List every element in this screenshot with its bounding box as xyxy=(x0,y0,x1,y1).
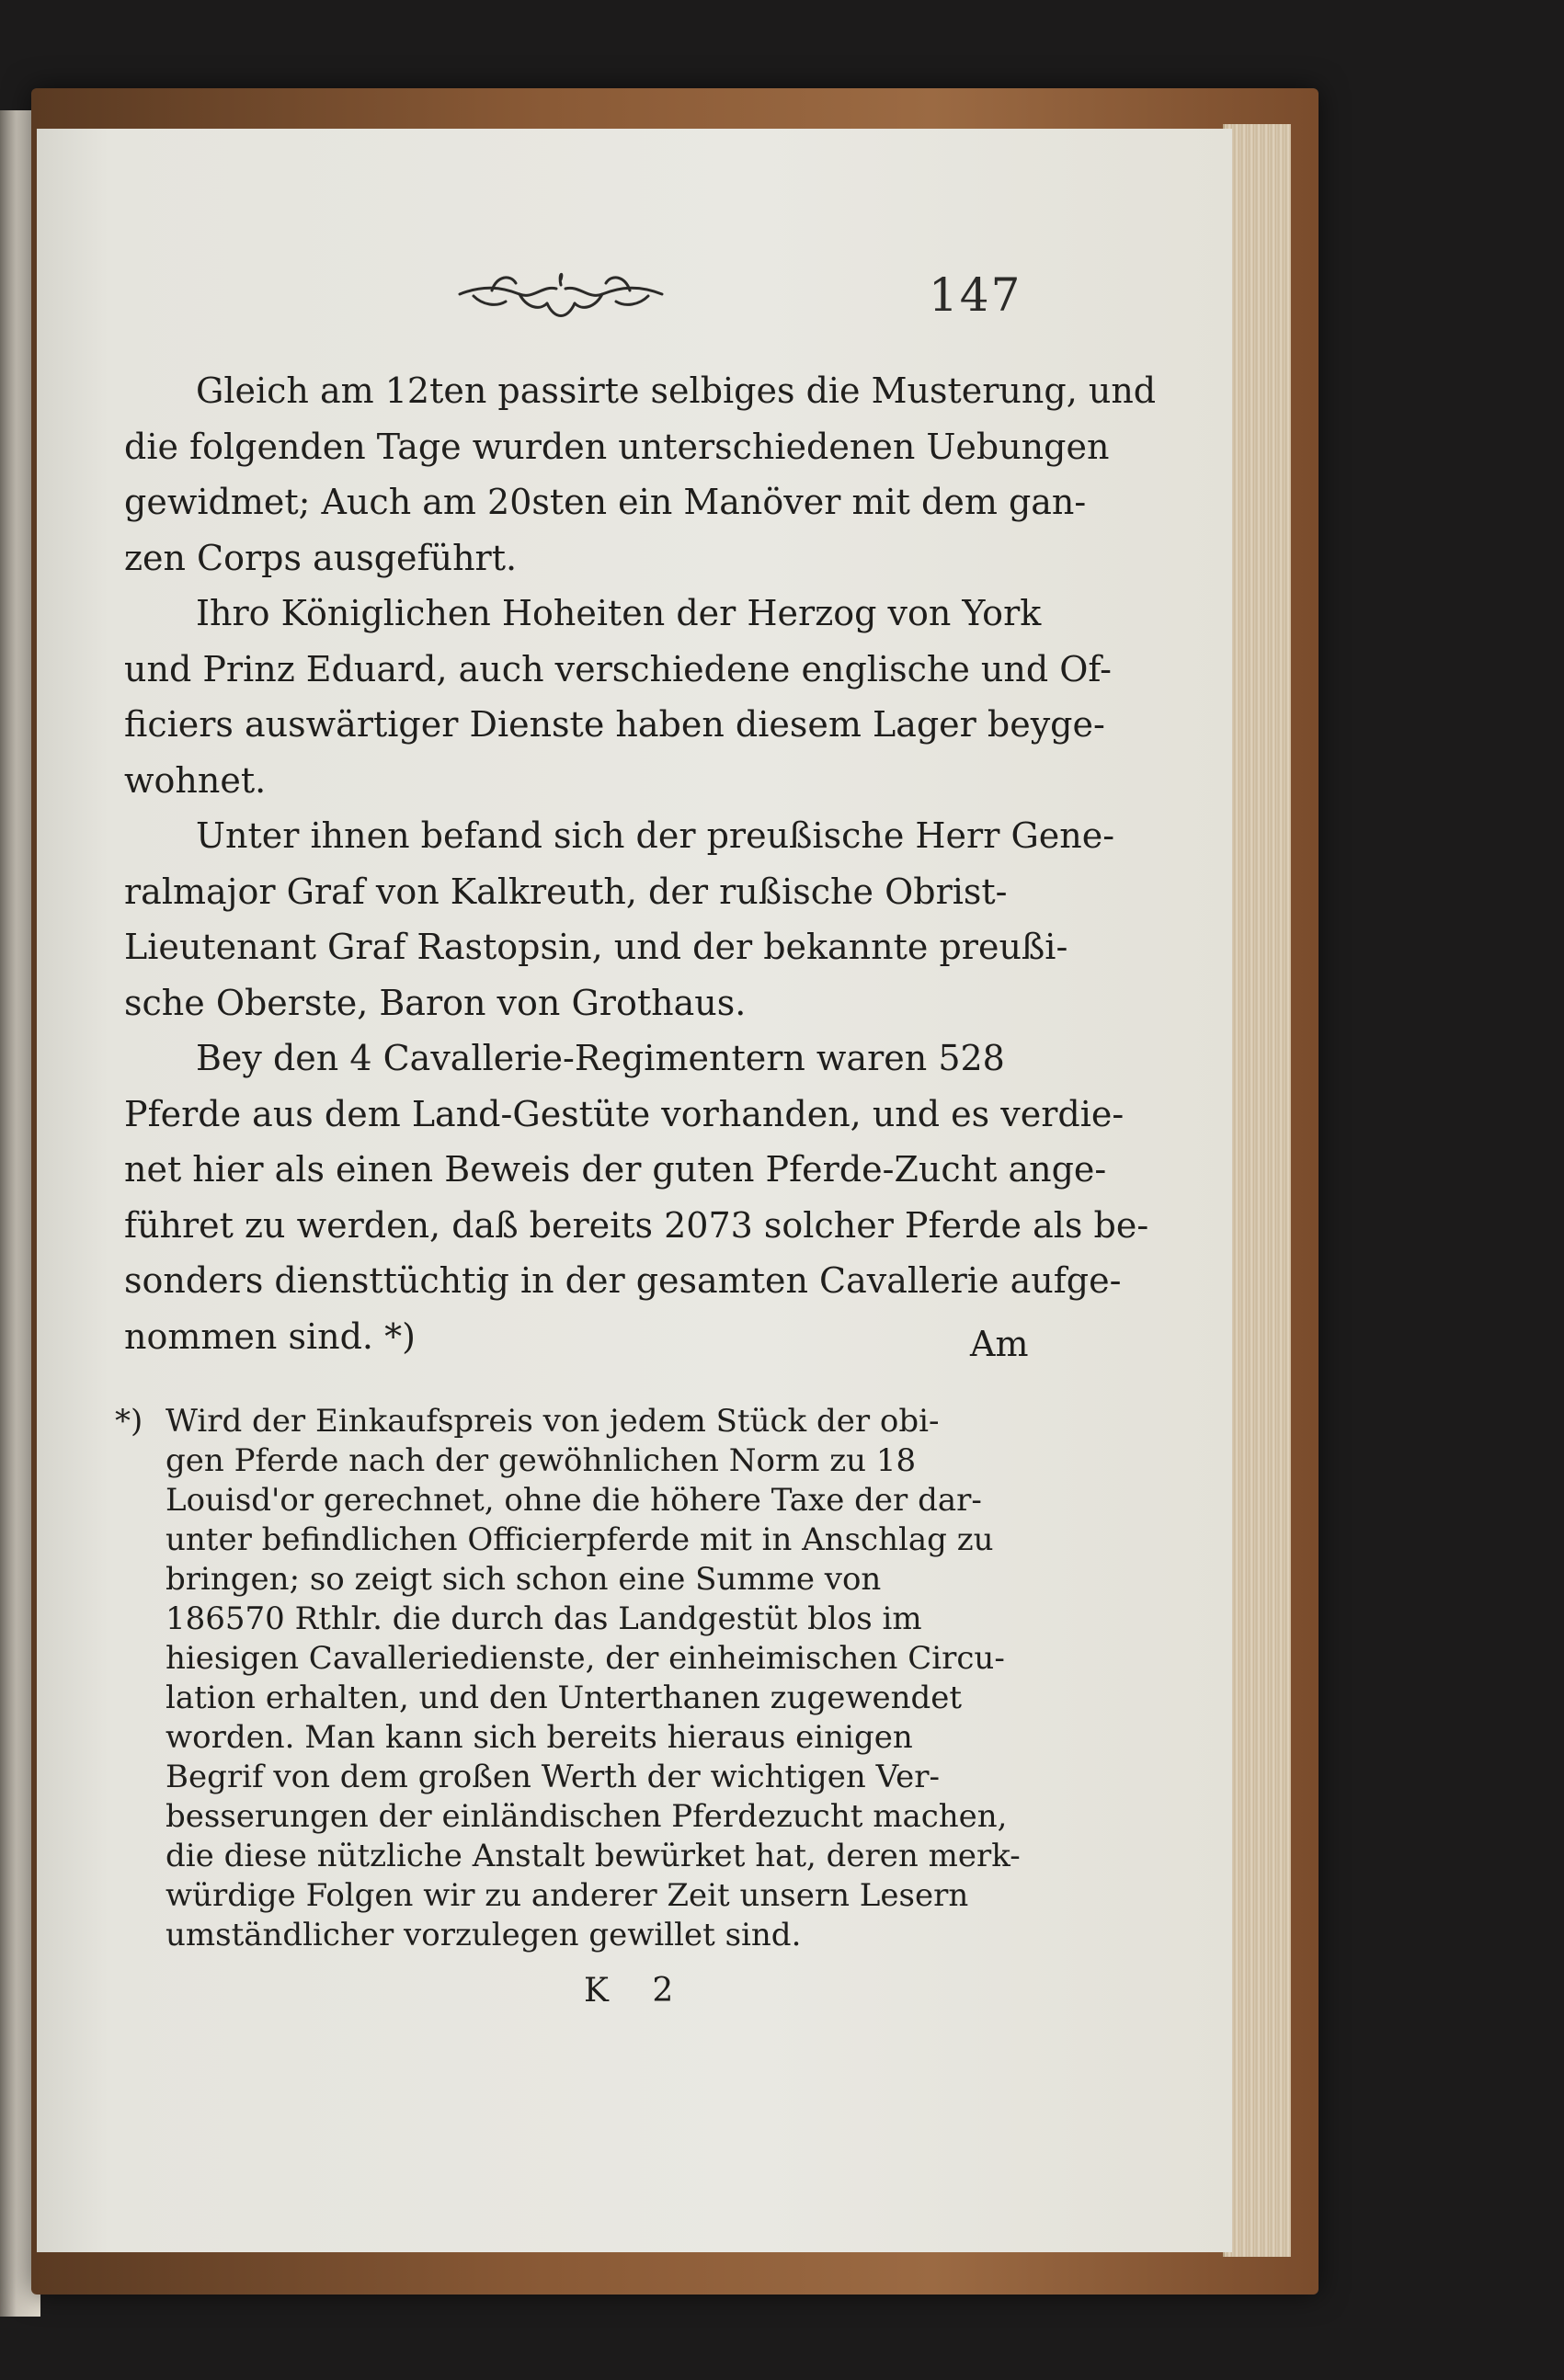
footnote-line: lation erhalten, und den Unterthanen zugewendet xyxy=(166,1680,963,1716)
text-line: Gleich am 12ten passirte selbiges die Musterung, und xyxy=(196,370,1157,411)
footnote-line: worden. Man kann sich bereits hieraus einigen xyxy=(166,1719,913,1756)
text-line: net hier als einen Beweis der guten Pferde-Zucht ange- xyxy=(124,1149,1107,1190)
paragraph xyxy=(124,586,1112,808)
text-line: gewidmet; Auch am 20sten ein Manöver mit dem gan- xyxy=(124,482,1087,522)
text-line: nommen sind. *) xyxy=(124,1315,416,1357)
paragraph xyxy=(124,1031,1149,1364)
text-line: sche Oberste, Baron von Grothaus. xyxy=(124,982,747,1023)
signature-mark: K 2 xyxy=(584,1972,691,2010)
text-line: die folgenden Tage wurden unterschiedenen Uebungen xyxy=(124,426,1110,467)
footnote-line: die diese nützliche Anstalt bewürket hat, deren merk- xyxy=(166,1838,1021,1874)
footnote-marker: *) xyxy=(115,1403,143,1440)
text-line: führet zu werden, daß bereits 2073 solcher Pferde als be- xyxy=(124,1204,1149,1246)
footnote-line: Begrif von dem großen Werth der wichtigen Ver- xyxy=(166,1759,940,1795)
footnote-line: Wird der Einkaufspreis von jedem Stück der obi- xyxy=(166,1403,940,1440)
footnote-line: gen Pferde nach der gewöhnlichen Norm zu 18 xyxy=(166,1442,917,1479)
footnote-line: hiesigen Cavalleriedienste, der einheimischen Circu- xyxy=(166,1640,1005,1677)
page-edges xyxy=(1223,124,1291,2257)
text-line: und Prinz Eduard, auch verschiedene englische und Of- xyxy=(124,648,1112,689)
text-line: ficiers auswärtiger Dienste haben diesem Lager beyge- xyxy=(124,704,1105,745)
catchword: Am xyxy=(970,1324,1029,1364)
body-text xyxy=(124,363,1157,1364)
footnote-line: 186570 Rthlr. die durch das Landgestüt blos im xyxy=(166,1600,922,1637)
footnote-line: umständlicher vorzulegen gewillet sind. xyxy=(166,1917,802,1953)
text-line: wohnet. xyxy=(124,759,267,801)
text-line: sonders diensttüchtig in der gesamten Cavallerie aufge- xyxy=(124,1260,1122,1301)
text-line: Bey den 4 Cavallerie-Regimentern waren 528 xyxy=(196,1038,1005,1078)
paragraph xyxy=(124,808,1115,1031)
text-line: Ihro Königlichen Hoheiten der Herzog von York xyxy=(196,593,1042,633)
text-line: Lieutenant Graf Rastopsin, und der bekannte preußi- xyxy=(124,927,1068,967)
footnote xyxy=(115,1402,1048,1955)
text-line: ralmajor Graf von Kalkreuth, der rußische Obrist- xyxy=(124,871,1008,912)
page-number: 147 xyxy=(929,268,1022,322)
ornament-icon xyxy=(455,267,667,324)
footnote-line: unter befindlichen Officierpferde mit in Anschlag zu xyxy=(166,1521,994,1558)
footnote-line: würdige Folgen wir zu anderer Zeit unsern Lesern xyxy=(166,1877,969,1914)
footnote-line: bringen; so zeigt sich schon eine Summe von xyxy=(166,1561,882,1598)
text-line: zen Corps ausgeführt. xyxy=(124,537,518,578)
footnote-line: besserungen der einländischen Pferdezucht machen, xyxy=(166,1798,1008,1835)
paragraph xyxy=(124,363,1157,586)
footnote-line: Louisd'or gerechnet, ohne die höhere Taxe der dar- xyxy=(166,1482,982,1519)
text-line: Pferde aus dem Land-Gestüte vorhanden, und es verdie- xyxy=(124,1093,1124,1134)
text-line: Unter ihnen befand sich der preußische Herr Gene- xyxy=(196,815,1115,856)
